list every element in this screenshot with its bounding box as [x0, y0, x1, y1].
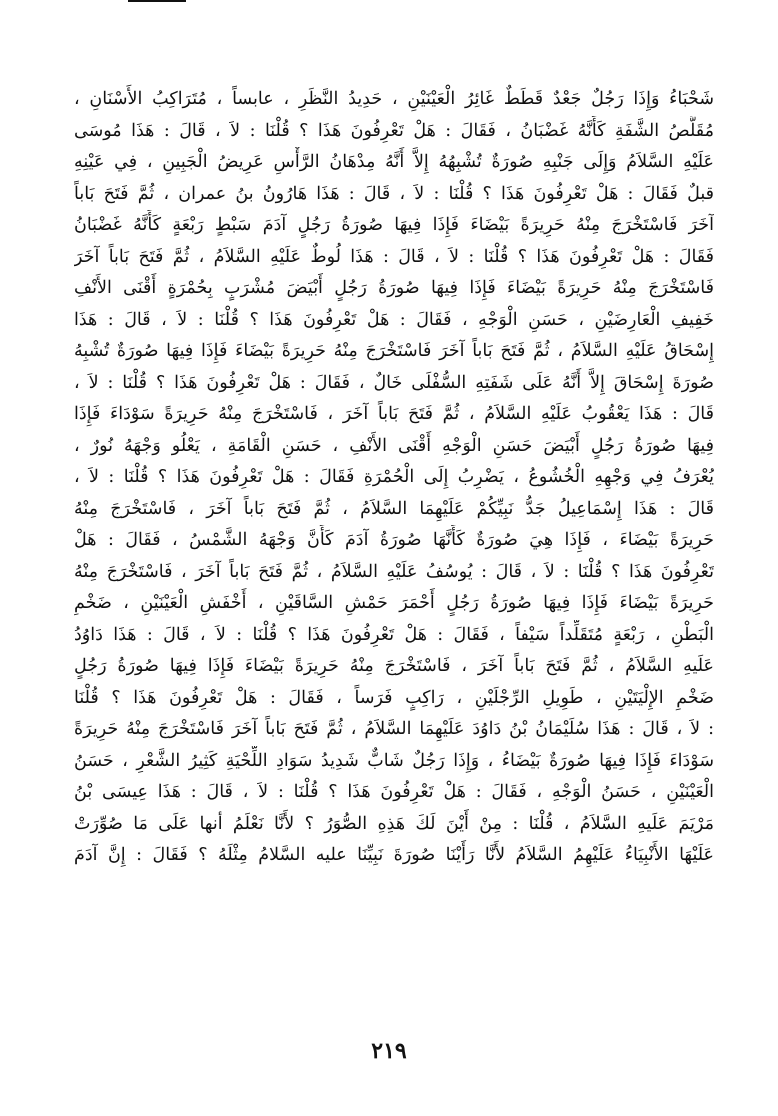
text-line: آخَرَ فَاسْتَخْرَجَ مِنْهُ حَرِيرَةً بَيْضَاءَ فَإِذَا فِيهَا صُورَةُ رَجُلٍ آدَمَ سَبْطٍ رَبْعَةٍ كَأَنَّهُ غَضْبَانُ	[74, 215, 714, 235]
text-line: ضَخْمِ الإِلْيَتَيْنِ ، طَوِيلِ الرِّجْلَيْنِ ، رَاكِبٍ فَرَساً ، فَقَالَ : هَلْ تَعْرِفُونَ هَذَا ؟ قُلْنَا	[74, 687, 714, 708]
text-line: قبلٌ فَقَالَ : هَلْ تَعْرِفُونَ هَذَا ؟ قُلْنَا : لاَ ، قَالَ : هَذَا هَارُونُ بنُ عمران ، ثُمَّ فَتَحَ بَاباً	[74, 183, 714, 204]
text-line: فِيهَا صُورَةُ رَجُلٍ أَبْيَضَ حَسَنِ الْوَجْهِ أَقْنَى الأَنْفِ ، حَسَنِ الْقَامَةِ ، يَعْلُو وَجْهَهُ نُورٌ ،	[74, 435, 714, 456]
text-line: خَفِيفِ الْعَارِضَيْنِ ، حَسَنِ الْوَجْهِ ، فَقَالَ : هَلْ تَعْرِفُونَ هَذَا ؟ قُلْنَا : لاَ ، قَالَ : هَذَا	[74, 309, 714, 330]
text-line: يُعْرَفُ فِي وَجْهِهِ الْخُشُوعُ ، يَضْرِبُ إِلَى الْحُمْرَةِ فَقَالَ : هَلْ تَعْرِفُونَ هَذَا ؟ قُلْنَا : لاَ ،	[74, 467, 714, 487]
text-line: شَحْبَاءُ وَإِذَا رَجُلٌ جَعْدٌ قَطَطٌ غَائِرُ الْعَيْنَيْنِ ، حَدِيدُ النَّظَرِ ، عابساً ، مُتَرَاكِبُ الأَسْنَانِ ،	[74, 89, 714, 109]
text-line: : لاَ ، قَالَ : هَذَا سُلَيْمَانُ بْنُ دَاوُدَ عَلَيْهِمَا السَّلاَمُ ، ثُمَّ فَتَحَ بَاباً آخَرَ فَاسْتَخْرَجَ مِنْهُ حَرِيرَةً	[74, 719, 714, 739]
text-line: عَلَيهِ السَّلاَمُ ، ثُمَّ فَتَحَ بَاباً آخَرَ ، فَاسْتَخْرَجَ مِنْهُ حَرِيرَةً بَيْضَاءَ فَإِذَا فِيهَا صُورَةُ رَجُلٍ	[74, 656, 714, 676]
text-line: حَرِيرَةً بَيْضَاءَ ، فَإِذَا هِيَ صُورَةٌ كَأَنَّهَا صُورَةُ آدَمَ كَأَنَّ وَجْهَهُ الشَّمْسُ ، فَقَالَ : هَلْ	[74, 530, 714, 550]
text-line: مُقَلَّصُ الشَّفَةِ كَأَنَّهُ غَضْبَانُ ، فَقَالَ : هَلْ تَعْرِفُونَ هَذَا ؟ قُلْنَا : لاَ ، قَالَ : هَذَا مُوسَى	[74, 120, 714, 141]
text-line: قَالَ : هَذَا إِسْمَاعِيلُ جَدُّ نَبِيِّكُمْ عَلَيْهِمَا السَّلاَمُ ، ثُمَّ فَتَحَ بَاباً آخَرَ ، فَاسْتَخْرَجَ مِنْهُ	[74, 498, 714, 519]
page-body-text	[74, 84, 714, 872]
text-line: فَاسْتَخْرَجَ مِنْهُ حَرِيرَةً بَيْضَاءَ فَإِذَا فِيهَا صُورَةُ رَجُلٍ أَبْيَضَ مُشْرَبٍ بِحُمْرَةٍ أَقْنَى الأَنْفِ	[74, 278, 714, 298]
text-line: تَعْرِفُونَ هَذَا ؟ قُلْنَا : لاَ ، قَالَ : يُوسُفُ عَلَيْهِ السَّلاَمُ ، ثُمَّ فَتَحَ بَاباً آخَرَ ، فَاسْتَخْرَجَ مِنْهُ	[74, 561, 714, 582]
text-line: قَالَ : هَذَا يَعْقُوبُ عَلَيْهِ السَّلاَمُ ، ثُمَّ فَتَحَ بَاباً آخَرَ ، فَاسْتَخْرَجَ مِنْهُ حَرِيرَةً سَوْدَاءَ فَإِذَا	[74, 404, 714, 424]
text-line: مَرْيَمَ عَلَيهِ السَّلاَمُ ، قُلْنَا : مِنْ أَيْنَ لَكَ هَذِهِ الصُّوَرُ ؟ لأَنَّا نَعْلَمُ أنها عَلَى مَا صُوِّرَتْ	[74, 813, 714, 834]
text-line: فَقَالَ : هَلْ تَعْرِفُونَ هَذَا ؟ قُلْنَا : لاَ ، قَالَ : هَذَا لُوطٌ عَلَيْهِ السَّلاَمُ ، ثُمَّ فَتَحَ بَاباً آخَرَ	[74, 246, 714, 267]
text-line: إِسْحَاقُ عَلَيْهِ السَّلاَمُ ، ثُمَّ فَتَحَ بَاباً آخَرَ فَاسْتَخْرَجَ مِنْهُ حَرِيرَةً بَيْضَاءَ فَإِذَا فِيهَا صُورَةٌ تُشْبِهُ	[74, 341, 714, 361]
text-line: عَلَيْهَا الأَنْبِيَاءُ عَلَيْهِمُ السَّلاَمُ لأَنَّا رَأَيْنَا صُورَةَ نَبِيِّنَا عليه السَّلامُ مِثْلَهُ ؟ فَقَالَ : إِنَّ آدَمَ	[74, 845, 714, 865]
text-line: الْعَيْنَيْنِ ، حَسَنُ الْوَجْهِ ، فَقَالَ : هَلْ تَعْرِفُونَ هَذَا ؟ قُلْنَا : لاَ ، قَالَ : هَذَا عِيسَى بْنُ	[74, 782, 714, 802]
text-line: حَرِيرَةً بَيْضَاءَ فَإِذَا فِيهَا صُورَةُ رَجُلٍ أَحْمَرَ حَمْشِ السَّاقَيْنِ ، أَخْفَشِ الْعَيْنَيْنِ ، ضَخْمِ	[74, 593, 714, 613]
text-line: الْبَطْنِ ، رَبْعَةٍ مُتَقَلِّداً سَيْفاً ، فَقَالَ : هَلْ تَعْرِفُونَ هَذَا ؟ قُلْنَا : لاَ ، قَالَ : هَذَا دَاوُدُ	[74, 624, 714, 645]
text-line: عَلَيْهِ السَّلاَمُ وَإِلَى جَنْبِهِ صُورَةٌ تُشْبِهُهُ إِلاَّ أَنَّهُ مِدْهَانُ الرَّأْسِ عَرِيضُ الْجَبِينِ ، فِي عَيْنِهِ	[74, 152, 714, 172]
text-line: سَوْدَاءَ فَإِذَا فِيهَا صُورَةٌ بَيْضَاءُ ، وَإِذَا رَجُلٌ شَابٌّ شَدِيدُ سَوَادِ اللِّحْيَةِ كَثِيرُ الشَّعْرِ ، حَسَنُ	[74, 750, 714, 771]
header-rule	[128, 0, 186, 2]
text-line: صُورَةَ إِسْحَاقَ إِلاَّ أَنَّهُ عَلَى شَفَتِهِ السُّفْلَى خَالٌ ، فَقَالَ : هَلْ تَعْرِفُونَ هَذَا ؟ قُلْنَا : لاَ ،	[74, 372, 714, 393]
page-number: ٢١٩	[371, 1038, 407, 1064]
